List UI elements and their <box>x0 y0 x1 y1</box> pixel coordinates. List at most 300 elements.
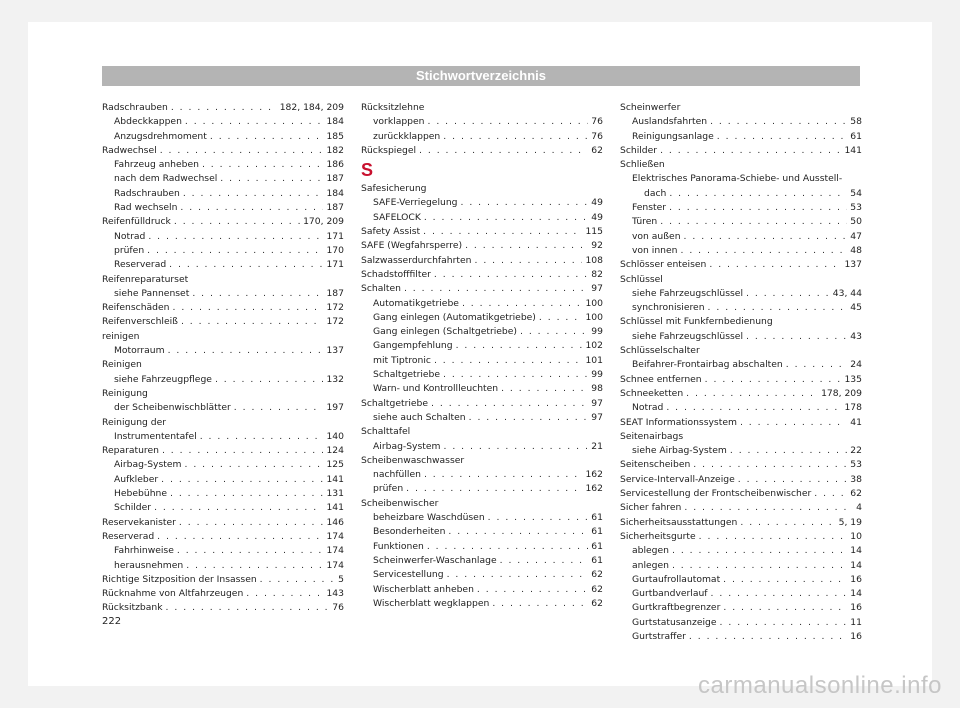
index-subentry <box>102 258 344 272</box>
entry-page-ref: 100 <box>585 311 603 323</box>
index-entry <box>620 516 862 530</box>
entry-term: Gangempfehlung <box>373 340 453 352</box>
entry-page-ref: 140 <box>326 430 344 442</box>
dot-leader <box>465 239 588 253</box>
entry-page-ref: 125 <box>326 459 344 471</box>
entry-page-ref: 97 <box>591 283 603 295</box>
entry-page-ref: 102 <box>585 340 603 352</box>
index-subentry <box>620 230 862 244</box>
dot-leader <box>148 230 323 244</box>
entry-term: Schneeketten <box>620 387 684 399</box>
entry-page-ref: 61 <box>591 540 603 552</box>
index-subentry <box>361 339 603 353</box>
entry-term: Gang einlegen (Automatikgetriebe) <box>373 311 536 323</box>
index-subentry <box>102 187 344 201</box>
entry-page-ref: 49 <box>591 197 603 209</box>
index-entry <box>102 516 344 530</box>
entry-term: Reserverad <box>114 259 167 271</box>
entry-page-ref: 174 <box>326 530 344 542</box>
dot-leader <box>740 516 835 530</box>
index-entry <box>361 254 603 268</box>
dot-leader <box>723 601 847 615</box>
entry-term: Gurtaufrollautomat <box>632 573 721 585</box>
entry-term: SAFELOCK <box>373 211 421 223</box>
entry-page-ref: 82 <box>591 268 603 280</box>
dot-leader <box>434 354 582 368</box>
entry-page-ref: 137 <box>844 259 862 271</box>
dot-leader <box>423 225 582 239</box>
dot-leader <box>660 215 847 229</box>
entry-page-ref: 184 <box>326 116 344 128</box>
index-heading: Reinigung <box>102 387 148 399</box>
entry-term: Servicestellung der Frontscheibenwischer <box>620 488 812 500</box>
index-heading: Reifenreparaturset <box>102 273 189 285</box>
dot-leader <box>406 482 582 496</box>
entry-term: von innen <box>632 244 678 256</box>
index-subentry <box>361 311 603 325</box>
entry-page-ref: 187 <box>326 287 344 299</box>
entry-term: Schaltgetriebe <box>373 369 441 381</box>
index-entry <box>361 144 603 158</box>
index-subentry <box>102 373 344 387</box>
index-subentry <box>102 473 344 487</box>
entry-term: prüfen <box>373 483 404 495</box>
dot-leader <box>192 287 323 301</box>
entry-page-ref: 38 <box>850 473 862 485</box>
index-subentry <box>102 559 344 573</box>
entry-page-ref: 43, 44 <box>832 287 862 299</box>
dot-leader <box>708 301 848 315</box>
entry-page-ref: 170 <box>326 244 344 256</box>
entry-page-ref: 178, 209 <box>821 387 862 399</box>
entry-page-ref: 108 <box>585 254 603 266</box>
index-entry <box>361 225 603 239</box>
index-heading: Safesicherung <box>361 183 427 195</box>
entry-term: anlegen <box>632 559 669 571</box>
entry-term: Aufkleber <box>114 473 159 485</box>
entry-page-ref: 11 <box>850 616 862 628</box>
index-subentry <box>361 211 603 225</box>
entry-term: herausnehmen <box>114 559 184 571</box>
index-subentry <box>361 597 603 611</box>
dot-leader <box>669 201 847 215</box>
index-entry <box>620 487 862 501</box>
index-subentry <box>361 411 603 425</box>
entry-page-ref: 16 <box>850 573 862 585</box>
dot-leader <box>427 540 588 554</box>
dot-leader <box>448 525 588 539</box>
index-entry <box>620 258 862 272</box>
entry-page-ref: 58 <box>850 116 862 128</box>
dot-leader <box>168 344 324 358</box>
dot-leader <box>709 258 841 272</box>
index-subentry <box>620 130 862 144</box>
index-subentry <box>102 230 344 244</box>
index-entry <box>620 473 862 487</box>
index-subentry <box>102 401 344 415</box>
entry-term: siehe Fahrzeugschlüssel <box>632 330 744 342</box>
entry-page-ref: 187 <box>326 173 344 185</box>
index-entry <box>102 215 344 229</box>
entry-page-ref: 174 <box>326 559 344 571</box>
index-entry <box>102 444 344 458</box>
dot-leader <box>693 458 847 472</box>
entry-page-ref: 16 <box>850 630 862 642</box>
entry-term: Seitenscheiben <box>620 459 691 471</box>
entry-term: Airbag-System <box>114 459 182 471</box>
index-subentry <box>361 196 603 210</box>
entry-term: siehe auch Schalten <box>373 411 466 423</box>
section-letter: S <box>361 160 374 181</box>
index-entry <box>620 387 862 401</box>
entry-term: Anzugsdrehmoment <box>114 130 207 142</box>
entry-page-ref: 62 <box>850 488 862 500</box>
dot-leader <box>427 115 588 129</box>
dot-leader <box>720 616 848 630</box>
index-subentry <box>102 430 344 444</box>
dot-leader <box>166 601 330 615</box>
dot-leader <box>172 301 323 315</box>
entry-page-ref: 61 <box>591 554 603 566</box>
entry-page-ref: 171 <box>326 259 344 271</box>
index-subentry <box>102 487 344 501</box>
index-subentry <box>620 215 862 229</box>
entry-term: Besonderheiten <box>373 526 446 538</box>
dot-leader <box>170 487 323 501</box>
index-entry <box>102 101 344 115</box>
entry-page-ref: 197 <box>326 402 344 414</box>
dot-leader <box>488 511 589 525</box>
dot-leader <box>699 530 848 544</box>
entry-page-ref: 21 <box>591 440 603 452</box>
index-subentry <box>361 554 603 568</box>
entry-page-ref: 101 <box>585 354 603 366</box>
entry-page-ref: 182 <box>326 144 344 156</box>
entry-page-ref: 4 <box>856 502 862 514</box>
index-heading: Rücksitzlehne <box>361 102 425 113</box>
dot-leader <box>180 201 323 215</box>
index-entry <box>620 373 862 387</box>
entry-term: Rücksitzbank <box>102 602 163 614</box>
dot-leader <box>730 444 847 458</box>
entry-term: Salzwasserdurchfahrten <box>361 254 472 266</box>
entry-term: SAFE (Wegfahrsperre) <box>361 240 463 252</box>
index-column-2 <box>361 101 603 611</box>
dot-leader <box>740 416 847 430</box>
index-entry <box>361 397 603 411</box>
entry-page-ref: 54 <box>850 187 862 199</box>
entry-page-ref: 62 <box>591 597 603 609</box>
index-subentry <box>361 482 603 496</box>
entry-term: Funktionen <box>373 540 424 552</box>
entry-page-ref: 76 <box>332 602 344 614</box>
index-subentry <box>620 444 862 458</box>
dot-leader <box>220 172 323 186</box>
index-entry <box>102 530 344 544</box>
dot-leader <box>431 397 588 411</box>
dot-leader <box>181 315 323 329</box>
entry-term: synchronisieren <box>632 302 705 314</box>
entry-term: Schalten <box>361 283 401 295</box>
entry-term: Reifenfülldruck <box>102 216 171 228</box>
dot-leader <box>443 130 588 144</box>
entry-term: Fenster <box>632 202 667 214</box>
index-entry <box>620 530 862 544</box>
dot-leader <box>447 568 589 582</box>
entry-page-ref: 187 <box>326 202 344 214</box>
entry-term: Abdeckkappen <box>114 116 182 128</box>
dot-leader <box>404 282 588 296</box>
entry-page-ref: 5, 19 <box>838 516 862 528</box>
index-heading: Schließen <box>620 159 665 171</box>
entry-page-ref: 47 <box>850 230 862 242</box>
entry-term: Notrad <box>114 230 146 242</box>
entry-page-ref: 132 <box>326 373 344 385</box>
dot-leader <box>660 144 841 158</box>
dot-leader <box>210 130 324 144</box>
entry-term: Schilder <box>620 144 658 156</box>
entry-term: Schaltgetriebe <box>361 397 429 409</box>
entry-term: Reinigungsanlage <box>632 130 714 142</box>
dot-leader <box>169 258 323 272</box>
index-entry <box>361 268 603 282</box>
dot-leader <box>462 297 583 311</box>
dot-leader <box>186 559 323 573</box>
dot-leader <box>177 544 324 558</box>
entry-term: Radschrauben <box>102 102 168 113</box>
index-entry <box>102 301 344 315</box>
dot-leader <box>174 215 300 229</box>
index-subentry <box>620 544 862 558</box>
dot-leader <box>711 587 848 601</box>
index-subentry <box>102 287 344 301</box>
index-subentry <box>620 573 862 587</box>
index-entry <box>620 501 862 515</box>
entry-term: Sicherheitsgurte <box>620 530 696 542</box>
dot-leader <box>424 468 582 482</box>
index-subentry <box>361 440 603 454</box>
entry-page-ref: 14 <box>850 545 862 557</box>
index-subentry <box>361 354 603 368</box>
entry-page-ref: 24 <box>850 359 862 371</box>
index-column-3 <box>620 101 862 644</box>
entry-page-ref: 172 <box>326 302 344 314</box>
index-column-1 <box>102 101 344 616</box>
dot-leader <box>723 573 847 587</box>
index-subentry <box>102 130 344 144</box>
dot-leader <box>539 311 583 325</box>
dot-leader <box>443 440 588 454</box>
index-subentry <box>102 344 344 358</box>
index-heading: Seitenairbags <box>620 430 684 442</box>
index-subentry <box>620 616 862 630</box>
dot-leader <box>672 559 847 573</box>
entry-page-ref: 97 <box>591 397 603 409</box>
entry-term: zurückklappen <box>373 130 441 142</box>
entry-term: Gurtstraffer <box>632 630 686 642</box>
entry-page-ref: 171 <box>326 230 344 242</box>
index-heading: Scheinwerfer <box>620 102 681 113</box>
entry-term: Reserverad <box>102 530 155 542</box>
dot-leader <box>786 358 848 372</box>
dot-leader <box>147 244 323 258</box>
entry-page-ref: 41 <box>850 416 862 428</box>
dot-leader <box>443 368 588 382</box>
dot-leader <box>179 516 324 530</box>
entry-term: Gang einlegen (Schaltgetriebe) <box>373 326 517 338</box>
entry-page-ref: 99 <box>591 326 603 338</box>
index-subentry <box>620 244 862 258</box>
dot-leader <box>162 444 323 458</box>
index-subentry <box>102 172 344 186</box>
index-subentry <box>620 115 862 129</box>
index-subentry <box>620 559 862 573</box>
entry-term: Hebebühne <box>114 488 167 500</box>
entry-term: Rad wechseln <box>114 202 178 214</box>
index-subentry <box>361 468 603 482</box>
entry-term: Reparaturen <box>102 445 159 457</box>
entry-term: Richtige Sitzposition der Insassen <box>102 573 257 585</box>
index-heading: Scheibenwaschwasser <box>361 454 465 466</box>
dot-leader <box>520 325 588 339</box>
entry-page-ref: 162 <box>585 469 603 481</box>
dot-leader <box>746 287 830 301</box>
entry-term: Rückspiegel <box>361 144 417 156</box>
entry-page-ref: 170, 209 <box>303 216 344 228</box>
entry-term: Sicher fahren <box>620 502 682 514</box>
dot-leader <box>157 530 323 544</box>
index-heading: Scheibenwischer <box>361 497 439 509</box>
index-entry <box>102 601 344 615</box>
entry-term: Notrad <box>632 402 664 414</box>
entry-page-ref: 14 <box>850 588 862 600</box>
index-subentry <box>620 401 862 415</box>
entry-term: Auslandsfahrten <box>632 116 708 128</box>
entry-page-ref: 115 <box>585 226 603 238</box>
dot-leader <box>215 373 324 387</box>
dot-leader <box>469 411 589 425</box>
entry-term: mit Tiptronic <box>373 354 431 366</box>
index-entry <box>620 144 862 158</box>
entry-page-ref: 124 <box>326 445 344 457</box>
entry-term: Schadstofffilter <box>361 268 431 280</box>
entry-page-ref: 141 <box>844 144 862 156</box>
entry-term: Schnee entfernen <box>620 373 702 385</box>
entry-term: ablegen <box>632 545 669 557</box>
index-entry <box>620 416 862 430</box>
index-subentry <box>620 630 862 644</box>
entry-term: Instrumententafel <box>114 430 197 442</box>
entry-term: Fahrhinweise <box>114 545 174 557</box>
entry-term: Gurtstatusanzeige <box>632 616 717 628</box>
dot-leader <box>710 115 847 129</box>
index-subentry <box>361 382 603 396</box>
index-subentry <box>620 287 862 301</box>
index-subentry <box>102 458 344 472</box>
index-entry <box>102 573 344 587</box>
entry-page-ref: 50 <box>850 216 862 228</box>
entry-page-ref: 135 <box>844 373 862 385</box>
dot-leader <box>501 382 588 396</box>
index-subentry <box>102 501 344 515</box>
dot-leader <box>738 473 848 487</box>
dot-leader <box>680 244 847 258</box>
entry-page-ref: 61 <box>591 526 603 538</box>
entry-term: Service-Intervall-Anzeige <box>620 473 735 485</box>
entry-page-ref: 10 <box>850 530 862 542</box>
index-heading: Reinigen <box>102 359 142 371</box>
entry-page-ref: 53 <box>850 459 862 471</box>
entry-term: Reifenverschleiß <box>102 316 178 328</box>
index-entry <box>361 282 603 296</box>
entry-term: Scheinwerfer-Waschanlage <box>373 554 497 566</box>
entry-term: Motorraum <box>114 345 165 357</box>
entry-term: von außen <box>632 230 681 242</box>
entry-page-ref: 99 <box>591 369 603 381</box>
dot-leader <box>689 630 847 644</box>
entry-term: der Scheibenwischblätter <box>114 402 231 414</box>
index-subentry <box>361 130 603 144</box>
dot-leader <box>434 268 588 282</box>
entry-page-ref: 5 <box>338 573 344 585</box>
index-subheading: Elektrisches Panorama-Schiebe- und Ausstell- <box>632 173 843 185</box>
entry-term: Gurtkraftbegrenzer <box>632 602 721 614</box>
entry-term: Warn- und Kontrollleuchten <box>373 383 499 395</box>
entry-page-ref: 98 <box>591 383 603 395</box>
index-subentry <box>620 587 862 601</box>
index-heading: Reinigung der <box>102 416 167 428</box>
entry-term: dach <box>644 187 667 199</box>
entry-term: Automatikgetriebe <box>373 297 459 309</box>
entry-page-ref: 14 <box>850 559 862 571</box>
dot-leader <box>684 501 853 515</box>
index-subentry <box>361 525 603 539</box>
index-subentry <box>620 330 862 344</box>
index-subentry <box>102 244 344 258</box>
entry-term: nach dem Radwechsel <box>114 173 218 185</box>
entry-term: beheizbare Waschdüsen <box>373 512 485 524</box>
index-heading: Schalttafel <box>361 426 411 438</box>
entry-page-ref: 172 <box>326 316 344 328</box>
page-number: 222 <box>102 616 122 627</box>
entry-page-ref: 100 <box>585 297 603 309</box>
entry-page-ref: 131 <box>326 488 344 500</box>
entry-page-ref: 61 <box>591 512 603 524</box>
entry-term: Radwechsel <box>102 144 157 156</box>
entry-term: Safety Assist <box>361 226 421 238</box>
index-heading: Schlüsselschalter <box>620 345 700 357</box>
dot-leader <box>672 544 847 558</box>
index-entry <box>361 239 603 253</box>
entry-page-ref: 92 <box>591 240 603 252</box>
entry-page-ref: 141 <box>326 502 344 514</box>
dot-leader <box>500 554 589 568</box>
index-subentry <box>102 201 344 215</box>
dot-leader <box>246 587 323 601</box>
entry-term: Reservekanister <box>102 516 176 528</box>
dot-leader <box>461 196 589 210</box>
dot-leader <box>666 401 841 415</box>
index-subentry <box>361 297 603 311</box>
index-entry <box>102 144 344 158</box>
index-subentry <box>361 325 603 339</box>
entry-term: siehe Airbag-System <box>632 445 727 457</box>
dot-leader <box>234 401 324 415</box>
dot-leader <box>424 211 588 225</box>
entry-page-ref: 49 <box>591 211 603 223</box>
entry-term: Wischerblatt anheben <box>373 583 474 595</box>
entry-term: SEAT Informationssystem <box>620 416 737 428</box>
